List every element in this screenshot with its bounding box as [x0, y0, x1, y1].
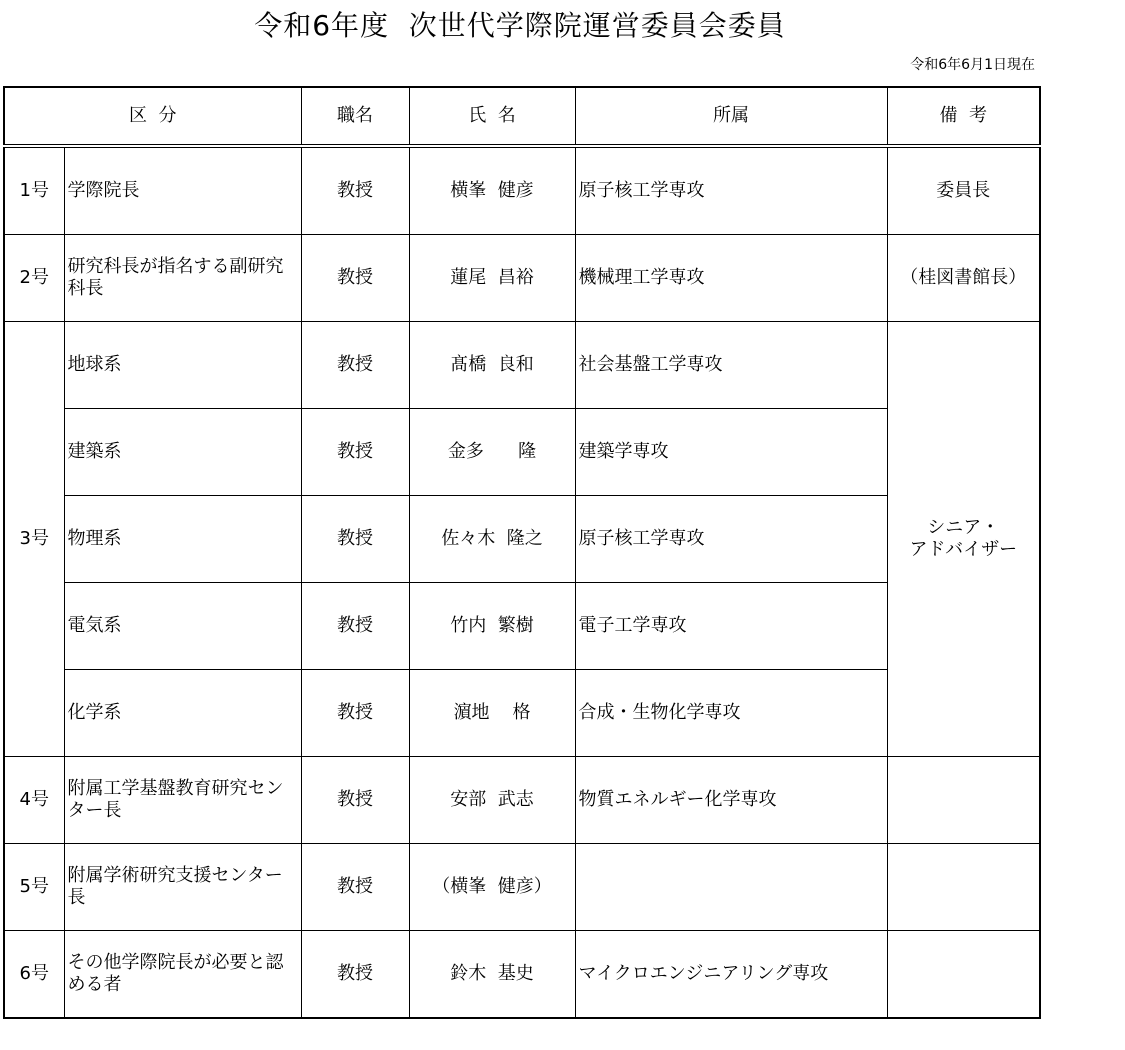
as-of-date: 令和6年6月1日現在 [910, 57, 1035, 73]
row-name: 安部 武志 [409, 757, 575, 844]
header-row [4, 87, 1040, 146]
table-row [4, 146, 1040, 235]
row-affiliation: 原子核工学専攻 [575, 496, 887, 583]
row-name: 濵地 格 [409, 670, 575, 757]
row-post: 教授 [301, 844, 409, 931]
table-row [4, 757, 1040, 844]
row-affiliation: 機械理工学専攻 [575, 235, 887, 322]
row-affiliation: 電子工学専攻 [575, 583, 887, 670]
row-name: 竹内 繁樹 [409, 583, 575, 670]
row-post: 教授 [301, 583, 409, 670]
row-category: 研究科長が指名する副研究科長 [64, 235, 301, 322]
row-number: 2号 [4, 235, 64, 322]
row-category: 地球系 [64, 322, 301, 409]
row-post: 教授 [301, 322, 409, 409]
row-name: 鈴木 基史 [409, 931, 575, 1019]
row-post: 教授 [301, 496, 409, 583]
row-number: 1号 [4, 146, 64, 235]
row-name: 髙橋 良和 [409, 322, 575, 409]
row-post: 教授 [301, 409, 409, 496]
row-affiliation: 社会基盤工学専攻 [575, 322, 887, 409]
row-category: その他学際院長が必要と認める者 [64, 931, 301, 1019]
row-post: 教授 [301, 146, 409, 235]
table-row [4, 409, 1040, 496]
row-number: 6号 [4, 931, 64, 1019]
row-affiliation: 原子核工学専攻 [575, 146, 887, 235]
table-row [4, 496, 1040, 583]
row-affiliation [575, 844, 887, 931]
row-number: 3号 [4, 322, 64, 757]
row-post: 教授 [301, 931, 409, 1019]
row-category: 化学系 [64, 670, 301, 757]
table-row [4, 670, 1040, 757]
row-post: 教授 [301, 235, 409, 322]
row-category: 附属学術研究支援センター長 [64, 844, 301, 931]
row-name: 蓮尾 昌裕 [409, 235, 575, 322]
row-remarks [887, 757, 1040, 844]
header-category: 区 分 [4, 87, 301, 146]
row-name: 佐々木 隆之 [409, 496, 575, 583]
table-row [4, 583, 1040, 670]
row-remarks: 委員長 [887, 146, 1040, 235]
committee-table [3, 86, 1041, 1019]
header-remarks: 備 考 [887, 87, 1040, 146]
row-post: 教授 [301, 757, 409, 844]
header-post: 職名 [301, 87, 409, 146]
row-number: 5号 [4, 844, 64, 931]
row-category: 物理系 [64, 496, 301, 583]
row-post: 教授 [301, 670, 409, 757]
row-remarks: （桂図書館長） [887, 235, 1040, 322]
row-affiliation: 物質エネルギー化学専攻 [575, 757, 887, 844]
table-row [4, 844, 1040, 931]
row-name: 横峯 健彦 [409, 146, 575, 235]
table-row [4, 322, 1040, 409]
table-row [4, 235, 1040, 322]
row-category: 附属工学基盤教育研究センター長 [64, 757, 301, 844]
row-remarks [887, 931, 1040, 1019]
table-row [4, 931, 1040, 1019]
row-name: （横峯 健彦） [409, 844, 575, 931]
row-category: 学際院長 [64, 146, 301, 235]
row-category: 建築系 [64, 409, 301, 496]
page-title: 令和6年度 次世代学際院運営委員会委員 [254, 9, 786, 42]
row-name: 金多 隆 [409, 409, 575, 496]
row-affiliation: マイクロエンジニアリング専攻 [575, 931, 887, 1019]
row-category: 電気系 [64, 583, 301, 670]
row-remarks: シニア・ アドバイザー [887, 322, 1040, 757]
row-affiliation: 建築学専攻 [575, 409, 887, 496]
row-affiliation: 合成・生物化学専攻 [575, 670, 887, 757]
header-name: 氏 名 [409, 87, 575, 146]
row-number: 4号 [4, 757, 64, 844]
header-affiliation: 所属 [575, 87, 887, 146]
row-remarks [887, 844, 1040, 931]
